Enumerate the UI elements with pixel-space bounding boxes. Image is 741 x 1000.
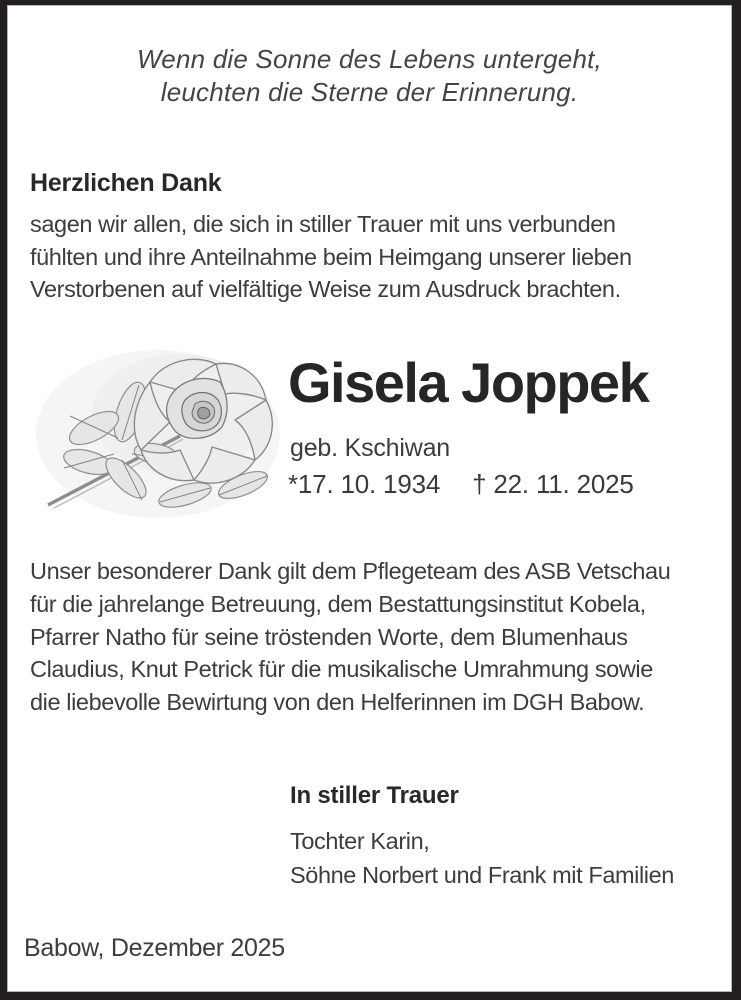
mourner-line: Tochter Karin, — [290, 828, 430, 854]
text-line: fühlten und ihre Anteilnahme beim Heimgang unserer lieben — [30, 243, 632, 270]
mourning-heading: In stiller Trauer — [290, 782, 459, 809]
acknowledgement-heading: Herzlichen Dank — [30, 169, 222, 197]
memorial-verse — [7, 43, 732, 109]
verse-line: Wenn die Sonne des Lebens untergeht, — [137, 44, 602, 74]
text-line: Unser besonderer Dank gilt dem Pflegeteam des ASB Vetschau — [30, 558, 671, 584]
mourning-section — [290, 782, 674, 892]
text-line: Claudius, Knut Petrick für die musikalische Umrahmung sowie — [30, 656, 653, 683]
text-line: die liebevolle Bewirtung von den Helferinnen im DGH Babow. — [30, 689, 645, 716]
gratitude-section — [30, 555, 670, 719]
birth-date: *17. 10. 1934 — [288, 469, 441, 499]
deceased-name: Gisela Joppek — [288, 351, 649, 414]
text-line: Pfarrer Natho für seine tröstenden Worte, dem Blumenhaus — [30, 623, 628, 650]
deceased-maiden-name: geb. Kschiwan — [290, 434, 450, 462]
verse-line: leuchten die Sterne der Erinnerung. — [160, 77, 579, 107]
acknowledgement-text — [30, 208, 632, 306]
text-line: sagen wir allen, die sich in stiller Trauer mit uns verbunden — [30, 211, 616, 237]
mourner-line: Söhne Norbert und Frank mit Familien — [290, 862, 674, 888]
mourners-list — [290, 824, 674, 892]
rose-sketch-icon — [30, 342, 280, 520]
text-line: Verstorbenen auf vielfältige Weise zum Ausdruck brachten. — [30, 276, 621, 302]
text-line: für die jahrelange Betreuung, dem Bestattungsinstitut Kobela, — [30, 590, 646, 617]
life-dates — [288, 469, 634, 500]
acknowledgement-section — [30, 169, 632, 306]
death-date: † 22. 11. 2025 — [472, 469, 634, 499]
place-and-date: Babow, Dezember 2025 — [24, 934, 285, 962]
gratitude-text — [30, 555, 670, 719]
